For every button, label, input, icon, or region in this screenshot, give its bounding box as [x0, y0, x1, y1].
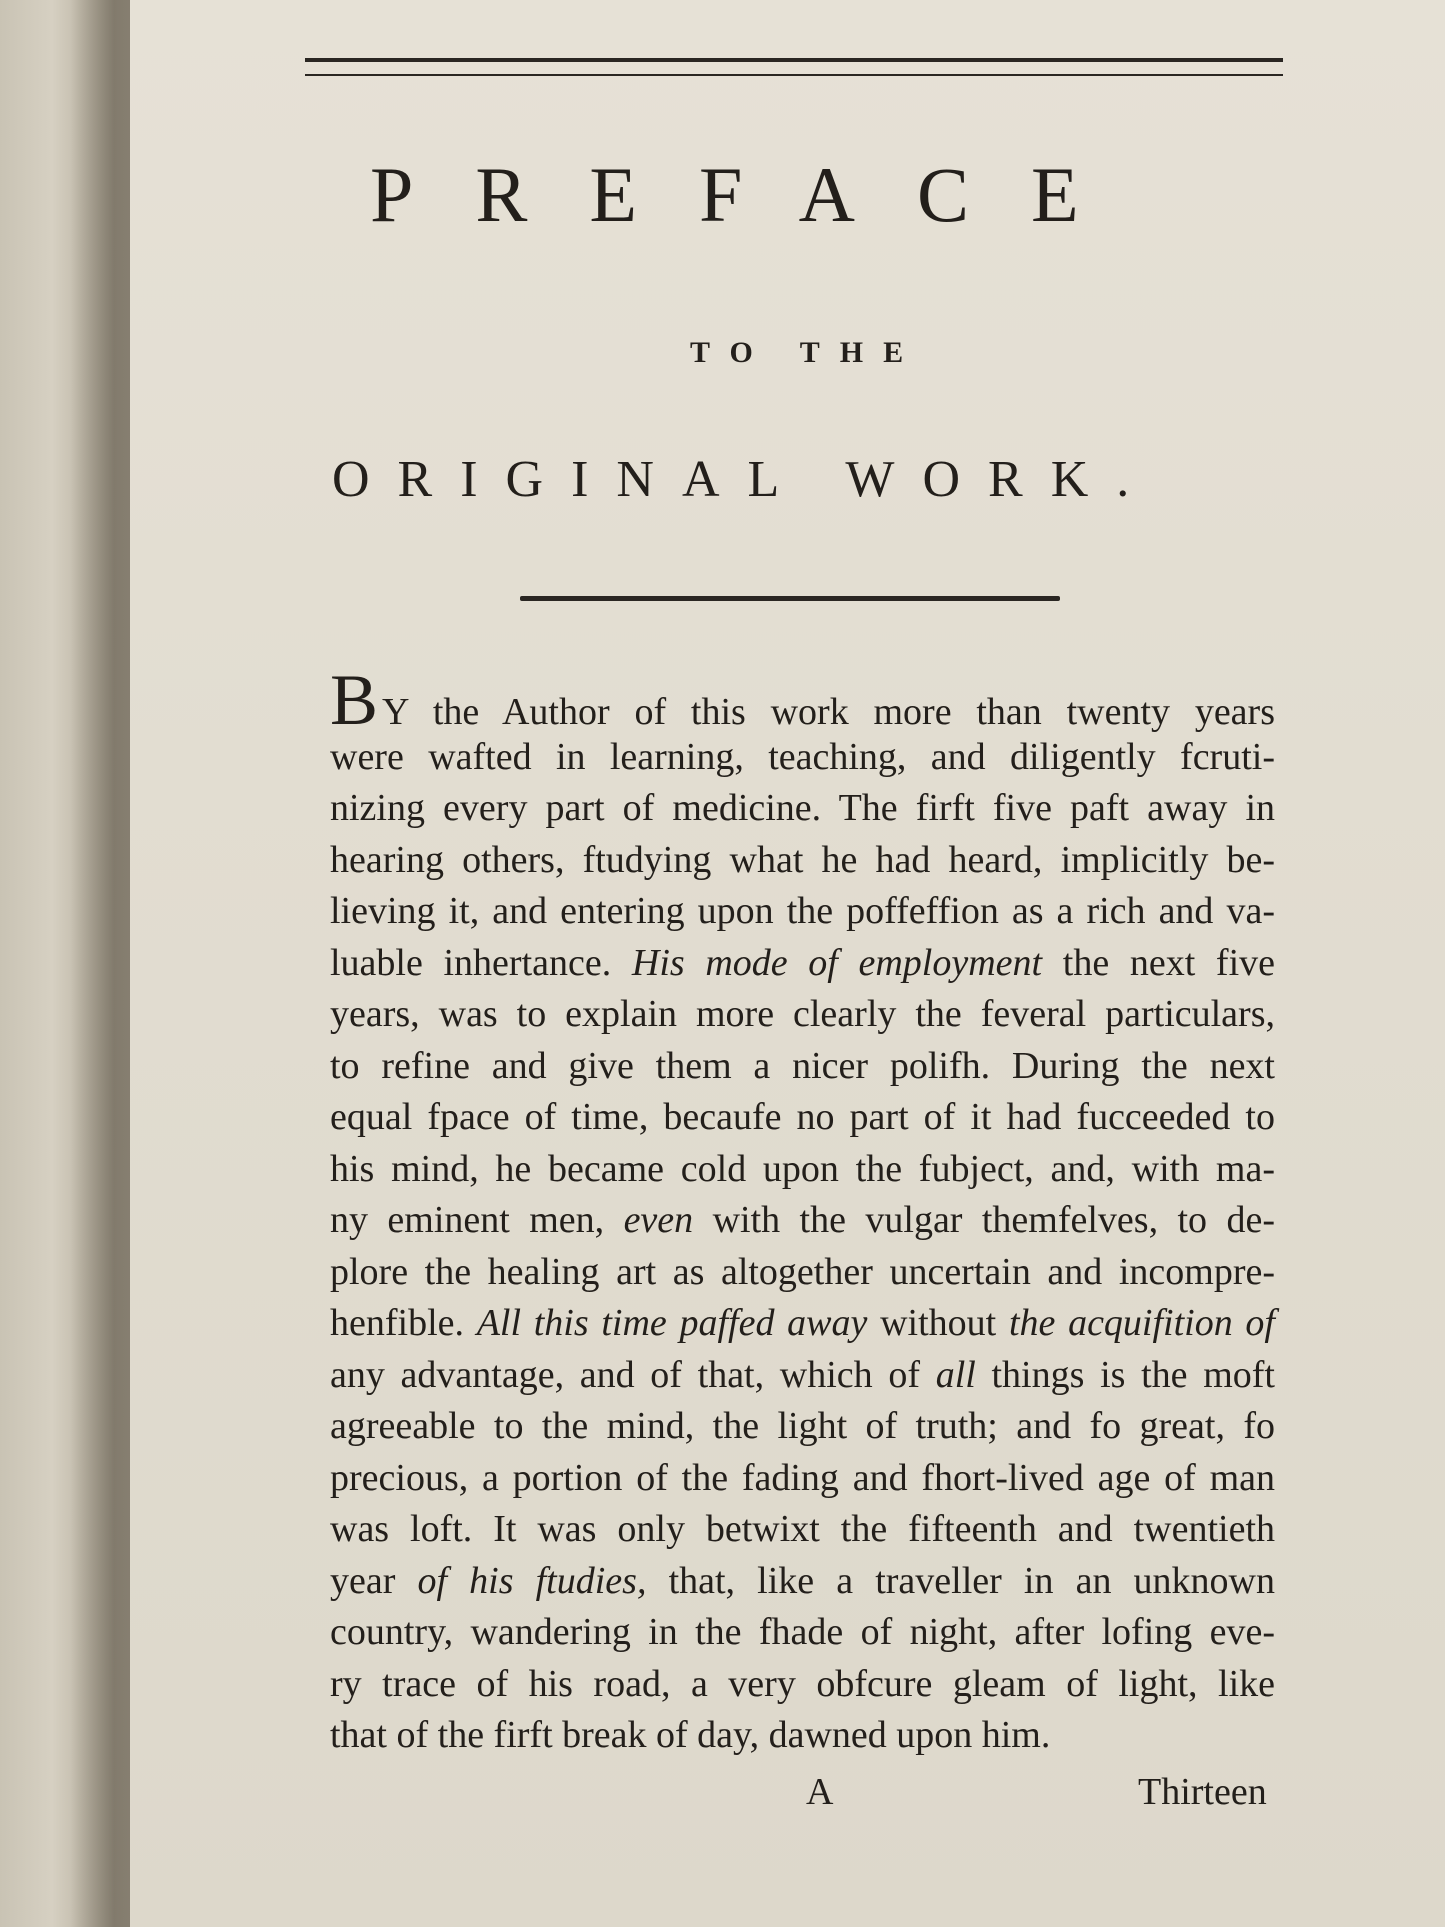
preface-body — [330, 660, 1275, 1762]
text-line: henfible. All this time paffed away without the acquifition of — [330, 1302, 1275, 1344]
italic-phrase: even — [623, 1199, 694, 1241]
text-line: were wafted in learning, teaching, and diligently fcruti- — [330, 735, 1275, 778]
text-line: ny eminent men, even with the vulgar themfelves, to de- — [330, 1199, 1275, 1241]
text-line: country, wandering in the fhade of night, after lofing eve- — [330, 1611, 1275, 1653]
top-double-rule — [305, 58, 1283, 62]
italic-phrase: His mode of employment — [631, 941, 1043, 984]
text-line: to refine and give them a nicer polifh. During the next — [330, 1044, 1275, 1087]
italic-phrase: All this time paffed away — [476, 1302, 868, 1344]
text-line: plore the healing art as altogether uncertain and incompre- — [330, 1250, 1275, 1293]
text-line: hearing others, ftudying what he had heard, implicitly be- — [330, 838, 1275, 881]
text-line: was loft. It was only betwixt the fifteenth and twentieth — [330, 1508, 1275, 1550]
text-line: agreeable to the mind, the light of truth; and fo great, fo — [330, 1405, 1275, 1447]
text-line: lieving it, and entering upon the poffeffion as a rich and va- — [330, 890, 1275, 932]
italic-phrase: of his ftudies, — [417, 1559, 647, 1602]
text-line: year of his ftudies, that, like a traveller in an unknown — [330, 1559, 1275, 1602]
italic-phrase: all — [935, 1353, 976, 1396]
text-line: nizing every part of medicine. The firft five paft away in — [330, 787, 1275, 829]
text-line: years, was to explain more clearly the feveral particulars, — [330, 993, 1275, 1035]
catchword: Thirteen — [1138, 1771, 1267, 1813]
text-line: that of the firft break of day, dawned upon him. — [330, 1714, 1051, 1756]
page-title: PREFACE — [370, 151, 1141, 238]
text-line: B Y the Author of this work more than twenty years — [330, 660, 1275, 740]
text-line: equal fpace of time, becaufe no part of it had fucceeded to — [330, 1096, 1275, 1138]
text-line: any advantage, and of that, which of all things is the moft — [330, 1353, 1275, 1396]
text-line: his mind, he became cold upon the fubject, and, with ma- — [330, 1147, 1275, 1190]
drop-cap: B — [330, 660, 379, 740]
text-line: luable inhertance. His mode of employment the next five — [330, 941, 1275, 984]
italic-phrase: the acquifition of — [1008, 1302, 1275, 1344]
ornamental-rule — [520, 596, 1060, 601]
page-subtitle: TO THE — [690, 336, 924, 369]
top-double-rule-lower — [305, 74, 1283, 76]
page-title-second-line: ORIGINAL WORK. — [332, 451, 1158, 508]
signature-mark: A — [806, 1771, 834, 1813]
text-line: precious, a portion of the fading and fhort-lived age of man — [330, 1456, 1275, 1499]
text-line: ry trace of his road, a very obfcure gleam of light, like — [330, 1662, 1275, 1705]
